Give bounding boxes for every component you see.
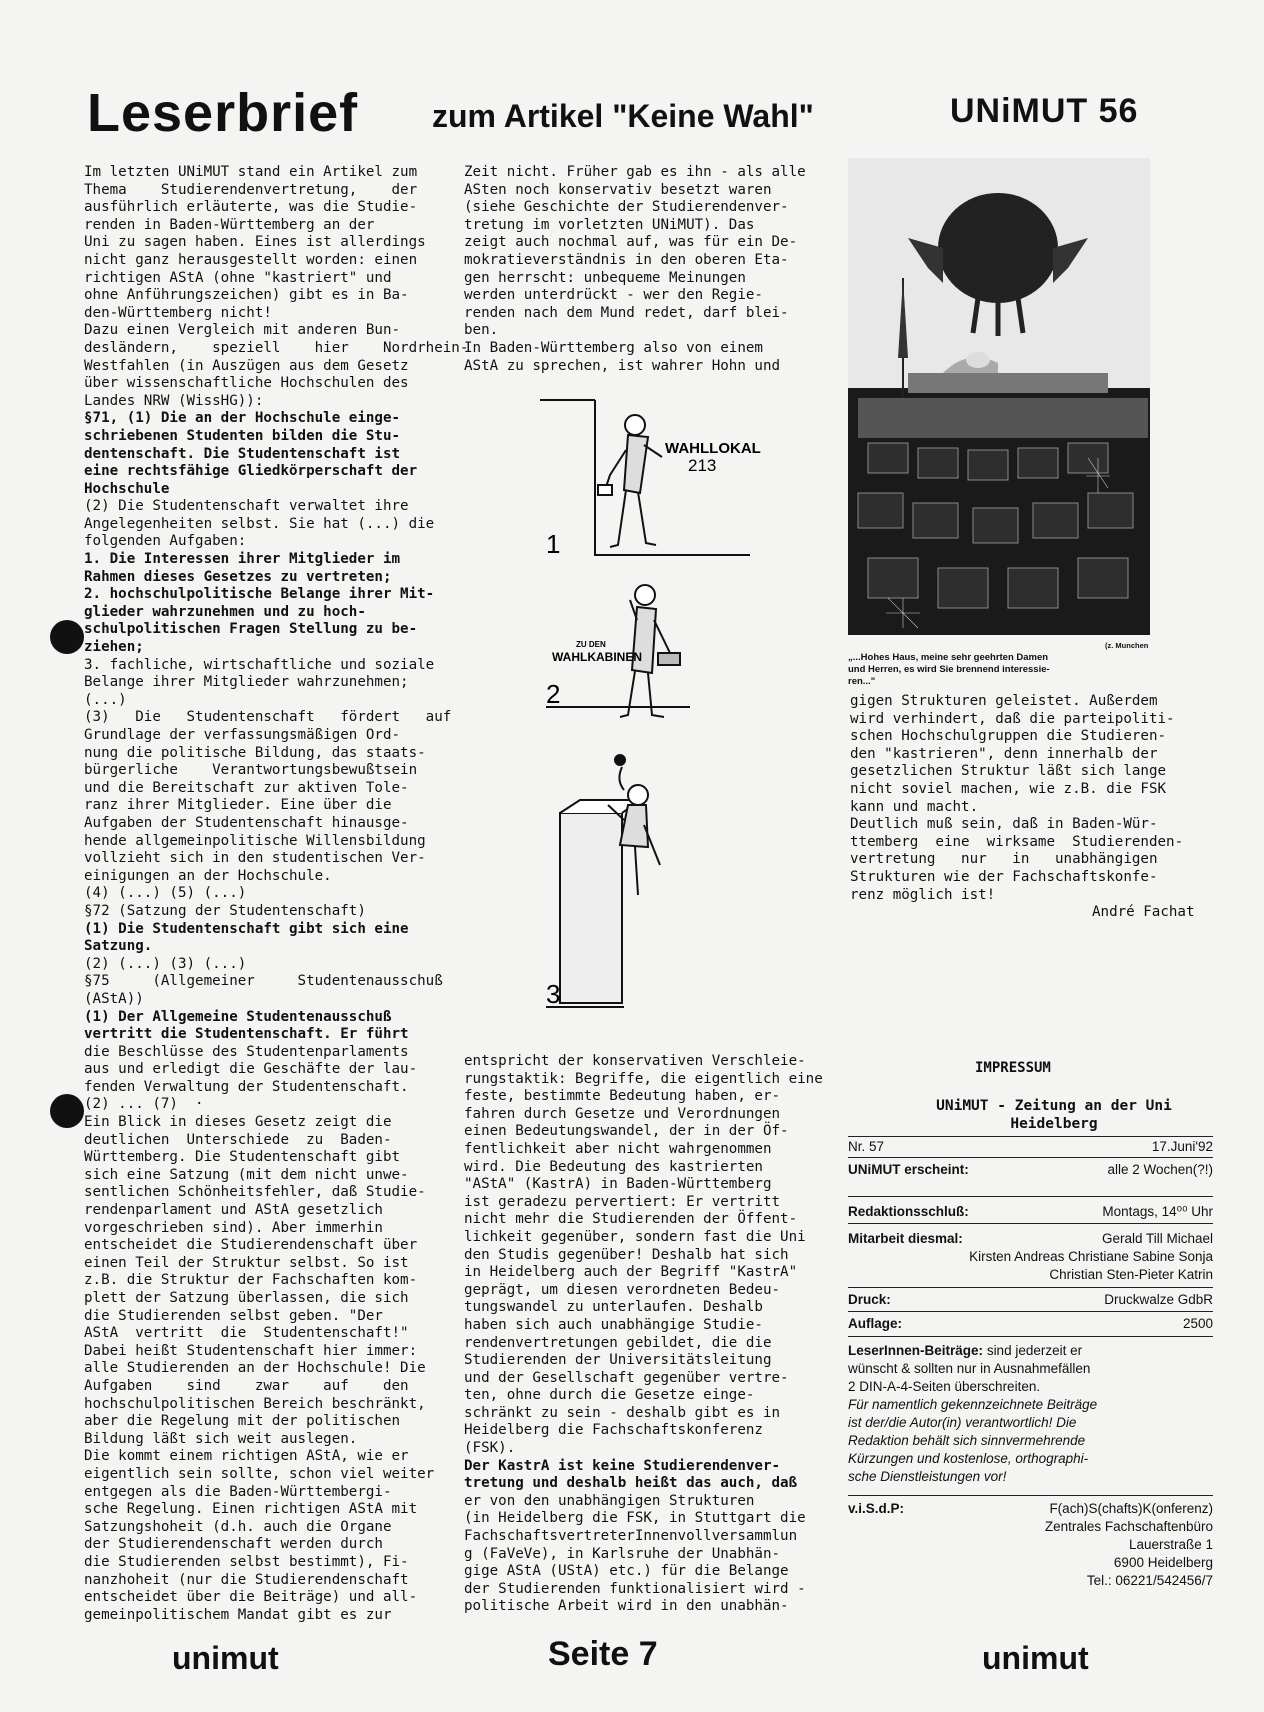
text-line: schränkt zu sein - deshalb gibt es in bbox=[464, 1404, 781, 1421]
voter-figure-1 bbox=[598, 415, 662, 547]
text-line: feste, bestimmte Bedeutung haben, er- bbox=[464, 1088, 781, 1105]
text-line: In Baden-Württemberg also von einem bbox=[464, 339, 763, 356]
impressum-druck-row: Druck: Druckwalze GdbR bbox=[848, 1292, 1213, 1307]
panel-number-1: 1 bbox=[546, 529, 561, 559]
article-column-1 bbox=[84, 164, 469, 1624]
impressum-auflage-row: Auflage: 2500 bbox=[848, 1316, 1213, 1331]
text-line: §71, (1) Die an der Hochschule einge- bbox=[84, 410, 401, 427]
text-line: sich eine Satzung (mit dem nicht unwe- bbox=[84, 1166, 409, 1183]
text-line: (siehe Geschichte der Studierendenver- bbox=[464, 199, 789, 216]
text-line: den-Württemberg nicht! bbox=[84, 304, 272, 321]
text-line: werden unterdrückt - wer den Regie- bbox=[464, 287, 763, 304]
text-line: nicht ganz herausgestellt worden: einen bbox=[84, 251, 418, 268]
text-line: dentenschaft. Die Studentenschaft ist bbox=[84, 445, 401, 462]
text-line: aus und erledigt die Geschäfte der lau- bbox=[84, 1061, 418, 1078]
text-line: gesetzlichen Struktur läßt sich lange bbox=[850, 763, 1167, 780]
text-line: Württemberg. Die Studentenschaft gibt bbox=[84, 1149, 401, 1166]
text-line: z.B. die Struktur der Fachschaften kom- bbox=[84, 1272, 418, 1289]
text-line: ttemberg eine wirksame Studierenden- bbox=[850, 833, 1184, 850]
text-line: die Studierenden selbst geben. "Der bbox=[84, 1307, 383, 1324]
text-line: Dabei heißt Studentenschaft hier immer: bbox=[84, 1342, 418, 1359]
text-line: (4) (...) (5) (...) bbox=[84, 885, 247, 902]
text-line: renz möglich ist! bbox=[850, 886, 996, 903]
text-line: Belange ihrer Mitglieder wahrzunehmen; bbox=[84, 674, 409, 691]
text-line: wird. Die Bedeutung des kastrierten bbox=[464, 1158, 763, 1175]
parliament-photo bbox=[848, 158, 1150, 635]
text-line: (3) Die Studentenschaft fördert auf bbox=[84, 709, 452, 726]
text-line: über wissenschaftliche Hochschulen des bbox=[84, 375, 409, 392]
text-line: Ein Blick in dieses Gesetz zeigt die bbox=[84, 1114, 392, 1131]
impressum-leser-row: LeserInnen-Beiträge: sind jederzeit er wünscht & sollten nur in Ausnahmefällen 2 DIN-A-4-Seiten überschreiten. Für namentlich gekennzeichnete Beiträge ist der/die Autor(in) verantwortlich! Die Redaktion behält sich sinnvermehrende Kürzungen und kostenlose, orthographi- sche Dienstleistungen vor! bbox=[848, 1343, 1098, 1484]
text-line: Satzung. bbox=[84, 938, 153, 955]
text-line: geprägt, um diesen verordneten Bedeu- bbox=[464, 1281, 781, 1298]
text-line: AStA zu sprechen, ist wahrer Hohn und bbox=[464, 357, 781, 374]
podium-figure bbox=[560, 755, 660, 1003]
punch-hole bbox=[50, 620, 84, 654]
text-line: folgenden Aufgaben: bbox=[84, 533, 247, 550]
text-line: ist geradezu pervertiert: Er vertritt bbox=[464, 1193, 781, 1210]
text-line: Uni zu sagen haben. Eines ist allerdings bbox=[84, 234, 426, 251]
text-line: alle Studierenden an der Hochschule! Die bbox=[84, 1360, 426, 1377]
text-line: Die kommt einem richtigen AStA, wie er bbox=[84, 1448, 409, 1465]
impressum-mitarbeit-row: Mitarbeit diesmal: Gerald Till Michael Kirsten Andreas Christiane Sabine Sonja Christian Sten-Pieter Katrin bbox=[848, 1231, 1213, 1282]
text-line: nicht mehr die Studierenden der Öffent- bbox=[464, 1211, 798, 1228]
text-line: (1) Die Studentenschaft gibt sich eine bbox=[84, 920, 409, 937]
text-line: ten, ohne durch die Gesetze einge- bbox=[464, 1387, 755, 1404]
text-line: sentlichen Schönheitsfehler, daß Studie- bbox=[84, 1184, 426, 1201]
article-column-2-top bbox=[464, 164, 824, 375]
text-line: Aufgaben der Studentenschaft hinausge- bbox=[84, 814, 409, 831]
text-line: ohne Anführungszeichen) gibt es in Ba- bbox=[84, 287, 409, 304]
text-line: g (FaVeVe), in Karlsruhe der Unabhän- bbox=[464, 1545, 781, 1562]
text-line: schen Hochschulgruppen die Studieren- bbox=[850, 728, 1167, 745]
page-subtitle: zum Artikel "Keine Wahl" bbox=[432, 98, 814, 134]
text-line: Landes NRW (WissHG)): bbox=[84, 392, 264, 409]
article-column-3 bbox=[850, 693, 1206, 904]
punch-hole bbox=[50, 1094, 84, 1128]
text-line: tretung im vorletzten UNiMUT). Das bbox=[464, 216, 755, 233]
arrow-label-small: ZU DEN bbox=[576, 640, 606, 649]
text-line: rungstaktik: Begriffe, die eigentlich eine bbox=[464, 1070, 823, 1087]
text-line: den "kastrieren", denn innerhalb der bbox=[850, 745, 1158, 762]
text-line: Im letzten UNiMUT stand ein Artikel zum bbox=[84, 164, 418, 180]
text-line: (...) bbox=[84, 691, 127, 708]
text-line: der Studierenden funktionalisiert wird - bbox=[464, 1580, 806, 1597]
text-line: gemeinpolitischem Mandat gibt es zur bbox=[84, 1606, 392, 1623]
text-line: und die Bereitschaft zur aktiven Tole- bbox=[84, 779, 409, 796]
text-line: sche Regelung. Einen richtigen AStA mit bbox=[84, 1501, 418, 1518]
article-column-2-bottom bbox=[464, 1053, 824, 1616]
text-line: entgegen als die Baden-Württembergi- bbox=[84, 1483, 392, 1500]
photo-caption: „...Hohes Haus, meine sehr geehrten Damen und Herren, es wird Sie brennend interessie- ren..." bbox=[848, 652, 1050, 687]
panel-number-2: 2 bbox=[546, 679, 561, 709]
text-line: 2. hochschulpolitische Belange ihrer Mit- bbox=[84, 586, 435, 603]
photo-credit: (z. Munchen bbox=[1105, 641, 1149, 650]
text-line: hende allgemeinpolitische Willensbildung bbox=[84, 832, 426, 849]
text-line: richtigen AStA (ohne "kastriert" und bbox=[84, 269, 392, 286]
footer-logo-right: unimut bbox=[982, 1640, 1089, 1676]
text-line: "AStA" (KastrA) in Baden-Württemberg bbox=[464, 1176, 772, 1193]
text-line: plett der Satzung überlassen, die sich bbox=[84, 1290, 409, 1306]
impressum-erscheint-row: UNiMUT erscheint: alle 2 Wochen(?!) bbox=[848, 1162, 1213, 1177]
text-line: und der Gesellschaft gegenüber vertre- bbox=[464, 1369, 789, 1386]
text-line: desländern, speziell hier Nordrhein- bbox=[84, 339, 469, 356]
text-line: tretung und deshalb heißt das auch, daß bbox=[464, 1475, 798, 1492]
text-line: vertritt die Studentenschaft. Er führt bbox=[84, 1026, 409, 1043]
text-line: renden in Baden-Württemberg an der bbox=[84, 216, 375, 233]
text-line: glieder wahrzunehmen und zu hoch- bbox=[84, 603, 366, 620]
text-line: Aufgaben sind zwar auf den bbox=[84, 1377, 409, 1394]
text-line: FachschaftsvertreterInnenvollversammlun bbox=[464, 1528, 798, 1545]
text-line: fenden Verwaltung der Studentenschaft. bbox=[84, 1078, 409, 1095]
svg-text:213: 213 bbox=[688, 456, 717, 475]
text-line: (AStA)) bbox=[84, 990, 144, 1007]
text-line: mokratieverständnis in den oberen Eta- bbox=[464, 251, 789, 268]
page-title: Leserbrief bbox=[87, 83, 359, 143]
text-line: die Studierenden selbst bestimmt), Fi- bbox=[84, 1553, 409, 1570]
text-line: vertretung nur in unabhängigen bbox=[850, 851, 1158, 868]
text-line: nung die politische Bildung, das staats- bbox=[84, 744, 426, 761]
cartoon-illustration bbox=[540, 395, 790, 1015]
impressum-paper-name: UNiMUT - Zeitung an der Uni Heidelberg bbox=[936, 1098, 1172, 1132]
text-line: Strukturen wie der Fachschaftskonfe- bbox=[850, 868, 1158, 885]
author-signature: André Fachat bbox=[1092, 904, 1195, 920]
text-line: Grundlage der verfassungsmäßigen Ord- bbox=[84, 727, 401, 743]
text-line: Dazu einen Vergleich mit anderen Bun- bbox=[84, 322, 401, 339]
footer-logo-left: unimut bbox=[172, 1640, 279, 1676]
text-line: Satzungshoheit (d.h. auch die Organe bbox=[84, 1518, 392, 1535]
text-line: deutlichen Unterschiede zu Baden- bbox=[84, 1131, 392, 1148]
text-line: ben. bbox=[464, 322, 499, 339]
text-line: eigentlich sein sollte, schon viel weiter bbox=[84, 1465, 435, 1482]
text-line: rendenvertretungen gebildet, die die bbox=[464, 1334, 772, 1351]
page-number: Seite 7 bbox=[548, 1635, 658, 1673]
text-line: 1. Die Interessen ihrer Mitglieder im bbox=[84, 551, 401, 568]
text-line: einen Bedeutungswandel, der in der Öf- bbox=[464, 1123, 789, 1140]
text-line: gigen Strukturen geleistet. Außerdem bbox=[850, 693, 1158, 709]
svg-text:WAHLLOKAL: WAHLLOKAL bbox=[665, 440, 761, 457]
text-line: hochschulpolitischen Bereich beschränkt, bbox=[84, 1395, 426, 1412]
text-line: vorgeschrieben sind). Aber immerhin bbox=[84, 1219, 383, 1236]
text-line: AStA vertritt die Studentenschaft!" bbox=[84, 1325, 409, 1342]
text-line: §75 (Allgemeiner Studentenausschuß bbox=[84, 973, 443, 990]
text-line: er von den unabhängigen Strukturen bbox=[464, 1492, 755, 1509]
text-line: (2) (...) (3) (...) bbox=[84, 955, 247, 972]
arrow-label-big: WAHLKABINEN bbox=[552, 650, 642, 664]
text-line: ranz ihrer Mitglieder. Eine über die bbox=[84, 797, 392, 814]
text-line: (2) Die Studentenschaft verwaltet ihre bbox=[84, 498, 409, 515]
text-line: lichkeit gegenüber, sondern fast die Uni bbox=[464, 1228, 806, 1245]
text-line: (1) Der Allgemeine Studentenausschuß bbox=[84, 1008, 392, 1025]
text-line: fahren durch Gesetze und Verordnungen bbox=[464, 1105, 781, 1122]
text-line: (2) ... (7) · bbox=[84, 1096, 204, 1113]
text-line: die Beschlüsse des Studentenparlaments bbox=[84, 1043, 409, 1060]
text-line: nicht soviel machen, wie z.B. die FSK bbox=[850, 780, 1167, 797]
impressum-redaktion-row: Redaktionsschluß: Montags, 14⁰⁰ Uhr bbox=[848, 1204, 1213, 1219]
text-line: entspricht der konservativen Verschleie- bbox=[464, 1053, 806, 1069]
text-line: in Heidelberg auch der Begriff "KastrA" bbox=[464, 1264, 798, 1281]
text-line: Westfahlen (in Auszügen aus dem Gesetz bbox=[84, 357, 409, 374]
text-line: haben sich auch unabhängige Studie- bbox=[464, 1316, 763, 1333]
text-line: Studierenden der Universitätsleitung bbox=[464, 1352, 772, 1369]
impressum-visdp-row: v.i.S.d.P: F(ach)S(chafts)K(onferenz) Zentrales Fachschaftenbüro Lauerstraße 1 6900 Heidelberg Tel.: 06221/542456/7 bbox=[848, 1501, 1213, 1588]
text-line: entscheidet die Studierendenschaft über bbox=[84, 1237, 418, 1254]
text-line: (in Heidelberg die FSK, in Stuttgart die bbox=[464, 1510, 806, 1527]
issue-label: UNiMUT 56 bbox=[950, 92, 1139, 130]
panel-number-3: 3 bbox=[546, 979, 561, 1009]
text-line: ausführlich erläuterte, was die Studie- bbox=[84, 199, 418, 216]
text-line: schriebenen Studenten bilden die Stu- bbox=[84, 427, 401, 444]
text-line: Zeit nicht. Früher gab es ihn - als alle bbox=[464, 164, 806, 180]
text-line: vollzieht sich in den studentischen Ver- bbox=[84, 850, 426, 867]
text-line: ASten noch konservativ besetzt waren bbox=[464, 181, 772, 198]
text-line: fentlichkeit aber nicht wahrgenommen bbox=[464, 1140, 772, 1157]
text-line: zeigt auch nochmal auf, was für ein De- bbox=[464, 234, 798, 251]
text-line: eine rechtsfähige Gliedkörperschaft der bbox=[84, 463, 418, 480]
text-line: aber die Regelung mit der politischen bbox=[84, 1413, 401, 1430]
text-line: Bildung läßt sich weit auslegen. bbox=[84, 1430, 358, 1447]
text-line: renden nach dem Mund redet, darf blei- bbox=[464, 304, 789, 321]
polling-station-sign bbox=[665, 440, 761, 475]
text-line: den Studis gegenüber! Deshalb hat sich bbox=[464, 1246, 789, 1263]
impressum-title: IMPRESSUM bbox=[975, 1060, 1051, 1076]
text-line: Der KastrA ist keine Studierendenver- bbox=[464, 1457, 781, 1474]
text-line: der Studierendenschaft werden durch bbox=[84, 1536, 383, 1553]
text-line: ziehen; bbox=[84, 639, 144, 656]
text-line: einigungen an der Hochschule. bbox=[84, 867, 332, 884]
text-line: Angelegenheiten selbst. Sie hat (...) die bbox=[84, 515, 435, 532]
text-line: wird verhindert, daß die parteipoliti- bbox=[850, 710, 1175, 727]
text-line: rendenparlament und AStA gesetzlich bbox=[84, 1202, 383, 1219]
text-line: kann und macht. bbox=[850, 798, 979, 815]
text-line: gige AStA (UStA) etc.) für die Belange bbox=[464, 1563, 789, 1580]
text-line: (FSK). bbox=[464, 1440, 516, 1457]
impressum-nr-row: Nr. 57 17.Juni'92 bbox=[848, 1139, 1213, 1154]
text-line: tungswandel zu unterlaufen. Deshalb bbox=[464, 1299, 763, 1316]
text-line: 3. fachliche, wirtschaftliche und soziale bbox=[84, 656, 435, 673]
text-line: einen Teil der Struktur selbst. So ist bbox=[84, 1254, 409, 1271]
text-line: Rahmen dieses Gesetzes zu vertreten; bbox=[84, 568, 392, 585]
text-line: politische Arbeit wird in den unabhän- bbox=[464, 1598, 789, 1615]
text-line: Heidelberg die Fachschaftskonferenz bbox=[464, 1422, 763, 1439]
text-line: bürgerliche Verantwortungsbewußtsein bbox=[84, 762, 418, 779]
text-line: schulpolitischen Fragen Stellung zu be- bbox=[84, 621, 418, 638]
text-line: Hochschule bbox=[84, 480, 170, 497]
text-line: Deutlich muß sein, daß in Baden-Wür- bbox=[850, 816, 1158, 833]
text-line: gen herrscht: unbequeme Meinungen bbox=[464, 269, 746, 286]
text-line: nanzhoheit (nur die Studierendenschaft bbox=[84, 1571, 409, 1588]
text-line: entscheidet über die Beiträge) und all- bbox=[84, 1589, 418, 1606]
text-line: §72 (Satzung der Studentenschaft) bbox=[84, 902, 366, 919]
text-line: Thema Studierendenvertretung, der bbox=[84, 181, 418, 198]
